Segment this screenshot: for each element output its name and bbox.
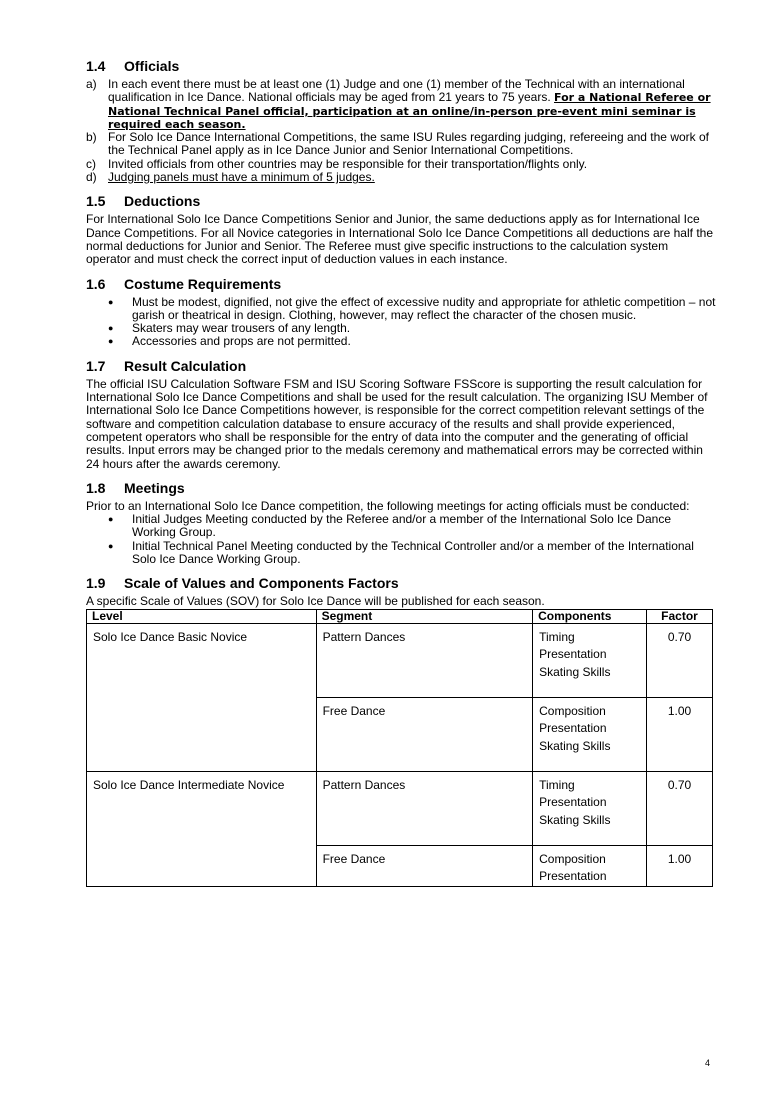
segment-cell: Free Dance — [316, 697, 533, 771]
paragraph: A specific Scale of Values (SOV) for Solo Ice Dance will be published for each season. — [86, 594, 545, 609]
segment-cell: Free Dance — [316, 845, 533, 886]
section-scale-of-values — [86, 575, 716, 886]
column-header: Factor — [647, 609, 713, 623]
section-meetings — [86, 480, 716, 566]
section-costume-requirements — [86, 276, 716, 349]
list-item: ● Initial Technical Panel Meeting conducted by the Technical Controller and/or a member of the International Solo Ice Dance Working Group. — [108, 538, 694, 567]
bullet-icon: ● — [108, 323, 114, 334]
components-cell: Composition Presentation — [533, 845, 647, 886]
factor-cell: 0.70 — [647, 771, 713, 845]
list-item: ● Must be modest, dignified, not give the effect of excessive nudity and appropriate for athletic competition – not garish or theatrical in design. Clothing, however, may reflect the character of the chosen music. — [108, 294, 716, 322]
factor-cell: 1.00 — [647, 845, 713, 886]
column-header: Level — [87, 609, 317, 623]
components-cell: Composition Presentation Skating Skills — [533, 697, 647, 771]
paragraph: Prior to an International Solo Ice Dance competition, the following meetings for acting officials must be conducted: — [86, 498, 690, 513]
section-heading: 1.4 Officials — [86, 58, 180, 74]
emphasized-rule: For a National Referee or National Technical Panel official, participation at an online/in-person pre-event mini seminar is required each season. — [108, 91, 711, 131]
list-item: ● Accessories and props are not permitted. — [108, 334, 351, 349]
sov-table — [86, 609, 713, 887]
bullet-icon: ● — [108, 540, 114, 551]
section-heading: 1.7 Result Calculation — [86, 357, 247, 374]
section-heading: 1.8 Meetings — [86, 479, 185, 496]
table-row — [87, 771, 713, 845]
segment-cell: Pattern Dances — [316, 771, 533, 845]
page-number: 4 — [705, 1058, 711, 1068]
table-row — [87, 623, 713, 697]
factor-cell: 0.70 — [647, 623, 713, 697]
section-result-calculation — [86, 358, 716, 471]
column-header: Components — [533, 609, 647, 623]
column-header: Segment — [316, 609, 533, 623]
officials-list — [86, 78, 716, 184]
bullet-icon: ● — [108, 336, 114, 347]
document-page — [86, 58, 716, 887]
level-cell: Solo Ice Dance Intermediate Novice — [87, 771, 317, 886]
table-header-row — [87, 609, 713, 623]
list-item: a) In each event there must be at least one (1) Judge and one (1) member of the Technical with an international qualification in Ice Dance. National officials may be aged from 21 years to 75 years. For a National Referee or National Technical Panel official, participation at an online/in-person pre-event mini seminar is required each season. — [86, 77, 711, 131]
paragraph: The official ISU Calculation Software FSM and ISU Scoring Software FSScore is supporting the result calculation for International Solo Ice Dance Competitions and shall be used for the result calculation. The organizing ISU Member of International Solo Ice Dance Competitions however, is responsible for the correct competition relevant settings of the software and competition calculation database to ensure accuracy of the results and shall provide experienced, competent operators who shall be responsible for the entry of data into the computer and the generating of official results. Input errors may be changed prior to the medals ceremony and mathematical errors may be corrected within 24 hours after the awards ceremony. — [86, 376, 708, 471]
segment-cell: Pattern Dances — [316, 623, 533, 697]
section-heading: 1.6 Costume Requirements — [86, 275, 282, 292]
bullet-list — [86, 513, 716, 566]
bullet-list — [86, 296, 716, 349]
list-item: b) For Solo Ice Dance International Competitions, the same ISU Rules regarding judging, refereeing and the work of the Technical Panel apply as in Ice Dance Junior and Senior International Competitions. — [86, 130, 709, 158]
section-officials — [86, 58, 716, 184]
components-cell: Timing Presentation Skating Skills — [533, 623, 647, 697]
paragraph: For International Solo Ice Dance Competitions Senior and Junior, the same deductions apply as for International Ice Dance Competitions. For all Novice categories in International Solo Ice Dance Competitions all deductions are half the normal deductions for Junior and Senior. The Referee must give specific instructions to the calculation system operator and must check the correct input of deduction values in each instance. — [86, 212, 713, 267]
list-item: ● Initial Judges Meeting conducted by the Referee and/or a member of the International Solo Ice Dance Working Group. — [108, 512, 671, 540]
list-item: ● Skaters may wear trousers of any length. — [108, 321, 351, 336]
list-item: d) Judging panels must have a minimum of 5 judges. — [86, 170, 375, 185]
level-cell: Solo Ice Dance Basic Novice — [87, 623, 317, 771]
bullet-icon: ● — [108, 296, 114, 307]
section-heading: 1.5 Deductions — [86, 193, 201, 210]
components-cell: Timing Presentation Skating Skills — [533, 771, 647, 845]
section-heading: 1.9 Scale of Values and Components Factors — [86, 575, 399, 592]
factor-cell: 1.00 — [647, 697, 713, 771]
list-item: c) Invited officials from other countries may be responsible for their transportation/flights only. — [86, 156, 588, 171]
bullet-icon: ● — [108, 514, 114, 525]
section-deductions — [86, 193, 716, 266]
